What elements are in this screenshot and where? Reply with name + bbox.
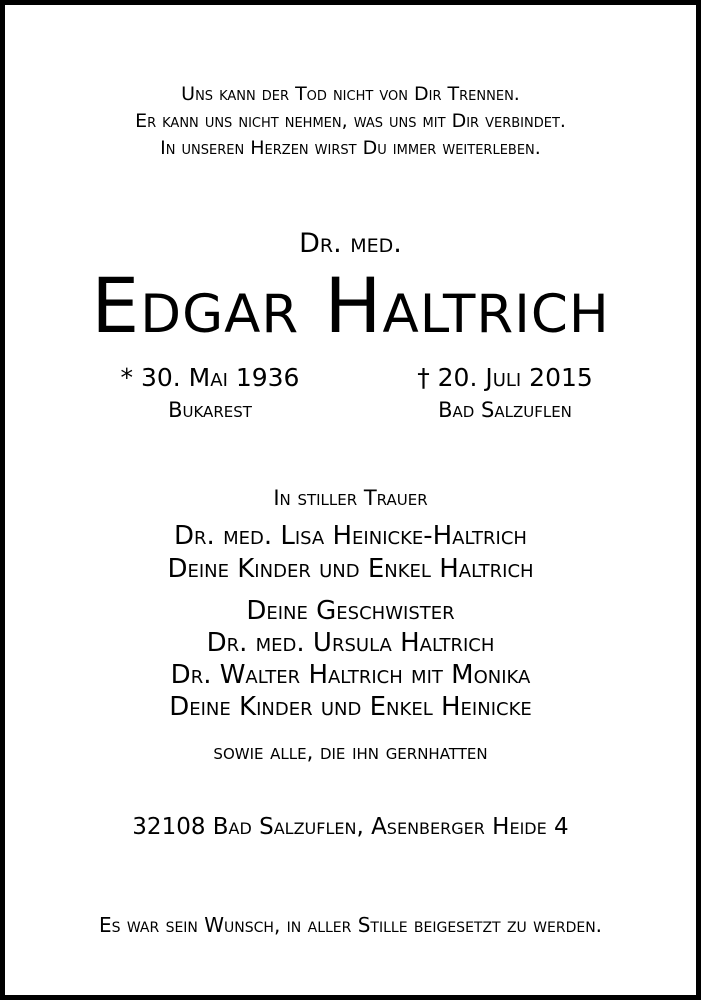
family-address: 32108 Bad Salzuflen, Asenberger Heide 4 — [132, 814, 569, 840]
verse-line: Er kann uns nicht nehmen, was uns mit Dir verbindet. — [135, 110, 566, 132]
life-dates — [5, 361, 696, 431]
mourner-line: Deine Kinder und Enkel Heinicke — [169, 692, 532, 722]
verse-line: In unseren Herzen wirst Du immer weiterleben. — [160, 137, 541, 159]
mourning-intro: In stiller Trauer — [273, 486, 428, 510]
mourners-group-siblings — [5, 595, 696, 723]
birth-date: * 30. Mai 1936 — [120, 363, 300, 392]
mourner-line: Deine Kinder und Enkel Haltrich — [167, 554, 534, 584]
mourners-group-family — [5, 520, 696, 586]
death-info — [405, 361, 605, 425]
death-date: † 20. Juli 2015 — [417, 363, 593, 392]
birth-info — [115, 361, 305, 425]
mourner-line: Dr. Walter Haltrich mit Monika — [170, 660, 531, 690]
death-place: Bad Salzuflen — [438, 398, 572, 422]
deceased-name: Edgar Haltrich — [91, 261, 610, 350]
deceased-title: Dr. med. — [299, 228, 402, 259]
mourner-line: Dr. med. Lisa Heinicke-Haltrich — [174, 521, 527, 551]
mourner-line: Deine Geschwister — [246, 596, 455, 626]
mourners-closing: sowie alle, die ihn gernhatten — [213, 740, 488, 764]
burial-note: Es war sein Wunsch, in aller Stille beigesetzt zu werden. — [98, 913, 603, 937]
memorial-verse — [5, 81, 696, 162]
verse-line: Uns kann der Tod nicht von Dir Trennen. — [181, 83, 520, 105]
mourner-line: Dr. med. Ursula Haltrich — [206, 628, 495, 658]
birth-place: Bukarest — [168, 398, 252, 422]
